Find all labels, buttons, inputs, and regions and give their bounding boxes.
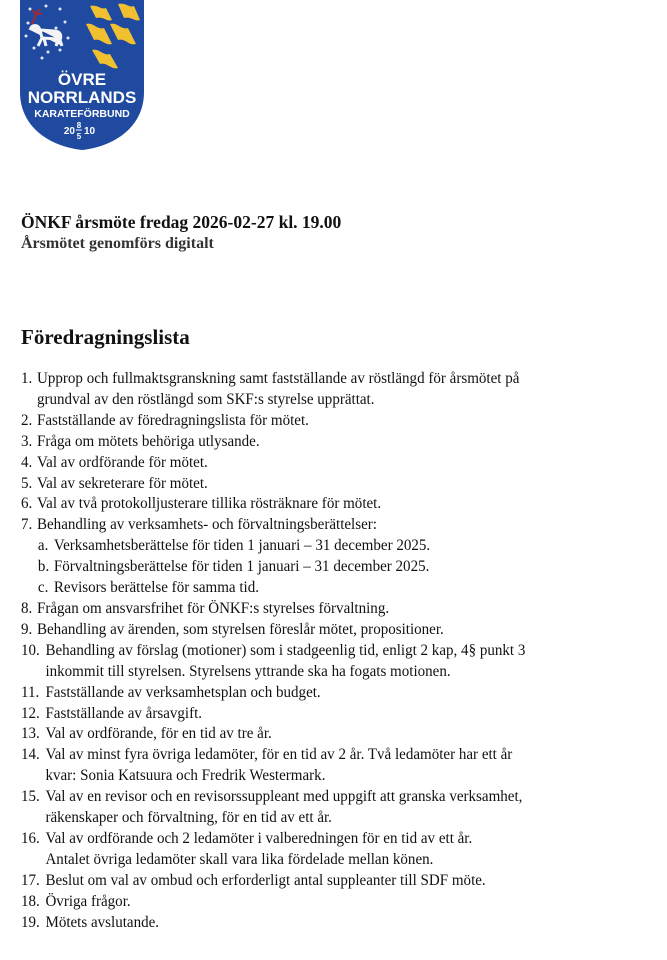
agenda-item-text: Behandling av ärenden, som styrelsen föreslår mötet, propositioner.: [36, 620, 444, 638]
logo-year-mid-bottom: 5: [76, 132, 82, 141]
agenda-subitem-text: Verksamhetsberättelse för tiden 1 januari – 31 december 2025.: [53, 537, 431, 555]
agenda-item: [21, 599, 623, 620]
agenda-item: [21, 787, 623, 829]
agenda-item: [21, 724, 623, 745]
agenda-subitem-letter: b.: [37, 558, 50, 576]
agenda-item-text: Val av minst fyra övriga ledamöter, för en tid av 2 år. Två ledamöter har ett år: [45, 746, 513, 764]
agenda-item-text: Behandling av förslag (motioner) som i stadgeenlig tid, enligt 2 kap, 4§ punkt 3: [45, 641, 526, 659]
meeting-title: ÖNKF årsmöte fredag 2026-02-27 kl. 19.00: [21, 212, 342, 232]
agenda-item-number: 7.: [21, 516, 33, 534]
agenda-item-number: 14.: [21, 746, 40, 764]
agenda-item-text: inkommit till styrelsen. Styrelsens yttrande ska ha fogats motionen.: [45, 662, 451, 680]
meeting-header: [21, 212, 341, 254]
agenda-item-number: 9.: [21, 620, 33, 638]
agenda-item: [21, 913, 623, 934]
agenda-item: [21, 892, 623, 913]
agenda-item-text: Fråga om mötets behöriga utlysande.: [36, 432, 260, 450]
agenda-item-number: 18.: [21, 892, 40, 910]
agenda-item-text: Antalet övriga ledamöter skall vara lika fördelade mellan könen.: [45, 850, 434, 868]
agenda-item-text: Behandling av verksamhets- och förvaltningsberättelser:: [36, 516, 377, 534]
logo-line3: KARATEFÖRBUND: [34, 108, 130, 120]
agenda-subitem: [21, 557, 623, 578]
agenda-item-number: 16.: [21, 829, 40, 847]
agenda-item: [21, 432, 623, 453]
agenda-item-text: Beslut om val av ombud och erforderligt antal suppleanter till SDF möte.: [45, 871, 486, 889]
agenda-item-number: 11.: [21, 683, 40, 701]
agenda-item-number: 10.: [21, 641, 40, 659]
agenda-item: [21, 641, 623, 683]
agenda-item-number: 17.: [21, 871, 40, 889]
agenda-item-text: Övriga frågor.: [45, 892, 131, 910]
logo-year-right: 10: [84, 126, 96, 137]
agenda-item-text: kvar: Sonia Katsuura och Fredrik Westermark.: [45, 767, 326, 785]
agenda-item-number: 8.: [21, 599, 33, 617]
agenda-item-text: Frågan om ansvarsfrihet för ÖNKF:s styrelses förvaltning.: [36, 599, 390, 617]
agenda-subitem: [21, 578, 623, 599]
agenda-item: [21, 620, 623, 641]
agenda-item-text: Fastställande av föredragningslista för mötet.: [36, 411, 309, 429]
agenda-item: [21, 494, 623, 515]
agenda-item-number: 3.: [21, 432, 33, 450]
agenda-item-text: grundval av den röstlängd som SKF:s styrelse upprättat.: [36, 390, 375, 408]
agenda-item-text: Mötets avslutande.: [45, 913, 160, 931]
meeting-subtitle: Årsmötet genomförs digitalt: [21, 235, 214, 252]
agenda-item-text: Val av två protokolljusterare tillika rösträknare för mötet.: [36, 495, 382, 513]
agenda-item: [21, 704, 623, 725]
agenda-item-text: Fastställande av årsavgift.: [45, 704, 203, 722]
agenda-item: [21, 745, 623, 787]
agenda-subitem-text: Revisors berättelse för samma tid.: [53, 579, 259, 597]
agenda-item: [21, 474, 623, 495]
agenda-item-text: Val av ordförande för mötet.: [36, 453, 208, 471]
agenda-subitem-letter: a.: [37, 537, 49, 555]
agenda-item-text: Val av sekreterare för mötet.: [36, 474, 208, 492]
agenda-item-text: Fastställande av verksamhetsplan och budget.: [45, 683, 321, 701]
agenda-item: [21, 829, 623, 871]
agenda-heading: Föredragningslista: [21, 325, 190, 349]
agenda-item: [21, 683, 623, 704]
agenda-item-number: 2.: [21, 411, 33, 429]
logo-year-mid-top: 8: [76, 121, 82, 130]
agenda-item-text: Val av ordförande och 2 ledamöter i valberedningen för en tid av ett år.: [45, 829, 473, 847]
federation-logo: [20, 0, 144, 150]
logo-year-left: 20: [63, 126, 75, 137]
agenda-item-number: 12.: [21, 704, 40, 722]
agenda-item-text: räkenskaper och förvaltning, för en tid av ett år.: [45, 809, 332, 827]
agenda-item: [21, 871, 623, 892]
agenda-item: [21, 515, 623, 536]
agenda-item-text: Val av ordförande, för en tid av tre år.: [45, 725, 272, 743]
agenda-item-text: Upprop och fullmaktsgranskning samt fastställande av röstlängd för årsmötet på: [36, 370, 520, 387]
agenda-item-number: 19.: [21, 913, 40, 931]
logo-line1: ÖVRE: [57, 70, 107, 89]
logo-line2: NORRLANDS: [27, 88, 137, 107]
agenda-item: [21, 453, 623, 474]
agenda-subitem-text: Förvaltningsberättelse för tiden 1 januari – 31 december 2025.: [53, 558, 430, 576]
agenda-subitem-letter: c.: [37, 579, 49, 597]
agenda-item-number: 1.: [21, 370, 33, 387]
agenda-list: [21, 369, 623, 933]
agenda-item-number: 5.: [21, 474, 33, 492]
agenda-item-number: 13.: [21, 725, 40, 743]
agenda-item-number: 15.: [21, 788, 40, 806]
agenda-item: [21, 369, 623, 411]
agenda-item-number: 6.: [21, 495, 33, 513]
agenda-item: [21, 411, 623, 432]
agenda-item-text: Val av en revisor och en revisorssuppleant med uppgift att granska verksamhet,: [45, 788, 523, 806]
agenda-item-number: 4.: [21, 453, 33, 471]
agenda-subitem: [21, 536, 623, 557]
